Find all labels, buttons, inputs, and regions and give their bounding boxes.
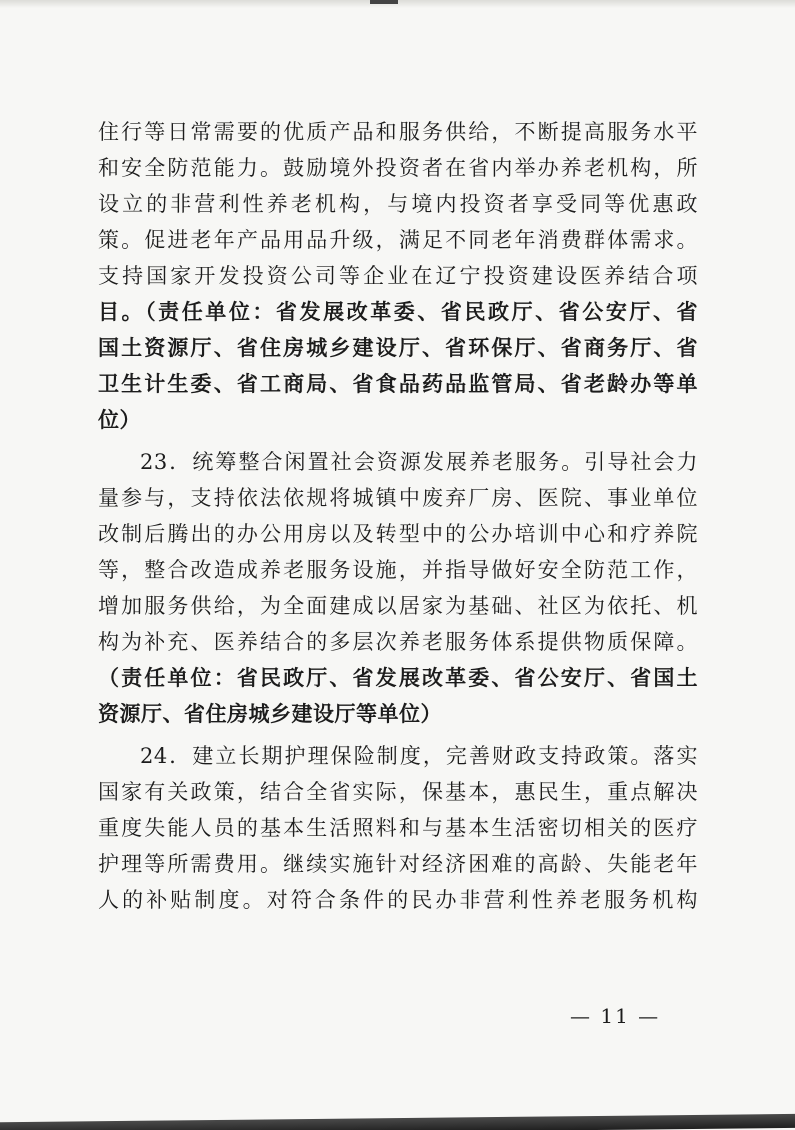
page-number: — 11 — xyxy=(570,1004,661,1028)
scan-top-mark xyxy=(370,0,398,4)
paragraph-24-heading: 24．建立长期护理保险制度，完善财政支持政策。落实 xyxy=(140,744,698,768)
paragraph-23-heading: 23．统筹整合闲置社会资源发展养老服务。引导社会力 xyxy=(140,450,698,474)
text-line: 护理等所需费用。继续实施针对经济困难的高龄、失能老年 xyxy=(98,852,698,876)
text-line: 构为补充、医养结合的多层次养老服务体系提供物质保障。 xyxy=(98,630,698,654)
text-line: 卫生计生委、省工商局、省食品药品监管局、省老龄办等单 xyxy=(98,371,698,396)
text-line: 量参与，支持依法依规将城镇中废弃厂房、医院、事业单位 xyxy=(98,486,698,510)
text-line: 策。促进老年产品用品升级，满足不同老年消费群体需求。 xyxy=(98,228,698,252)
text-line: 支持国家开发投资公司等企业在辽宁投资建设医养结合项 xyxy=(98,264,698,288)
document-body xyxy=(98,114,698,918)
text-line: 改制后腾出的办公用房以及转型中的公办培训中心和疗养院 xyxy=(98,522,698,546)
text-line: 增加服务供给，为全面建成以居家为基础、社区为依托、机 xyxy=(98,594,698,618)
text-line: 人的补贴制度。对符合条件的民办非营利性养老服务机构 xyxy=(98,888,698,912)
text-line: 设立的非营利性养老机构，与境内投资者享受同等优惠政 xyxy=(98,192,698,216)
text-line: 重度失能人员的基本生活照料和与基本生活密切相关的医疗 xyxy=(98,816,698,840)
text-line: 住行等日常需要的优质产品和服务供给，不断提高服务水平 xyxy=(98,120,698,144)
text-line: 和安全防范能力。鼓励境外投资者在省内举办养老机构，所 xyxy=(98,156,698,180)
scan-bottom-edge xyxy=(0,1108,795,1130)
text-line: 国家有关政策，结合全省实际，保基本，惠民生，重点解决 xyxy=(98,780,698,804)
scan-bottom-shadow xyxy=(0,1114,795,1130)
text-line: 目。（责任单位：省发展改革委、省民政厅、省公安厅、省 xyxy=(98,299,698,324)
text-line: 国土资源厅、省住房城乡建设厅、省环保厅、省商务厅、省 xyxy=(98,335,698,360)
text-line: 位） xyxy=(98,407,141,432)
text-line: （责任单位：省民政厅、省发展改革委、省公安厅、省国土 xyxy=(98,665,698,690)
text-line: 资源厅、省住房城乡建设厅等单位） xyxy=(98,701,442,726)
text-line: 等，整合改造成养老服务设施，并指导做好安全防范工作， xyxy=(98,558,698,582)
